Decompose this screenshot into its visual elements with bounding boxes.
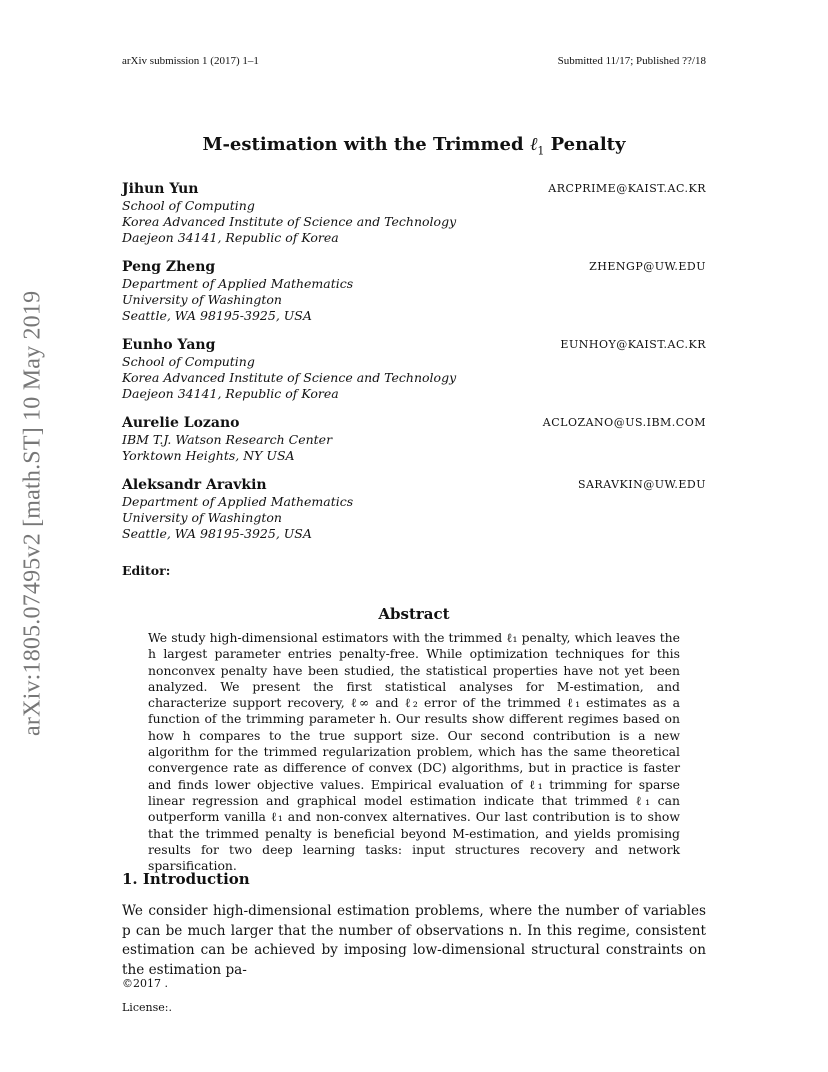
abstract-heading: Abstract	[378, 605, 450, 623]
introduction-body	[122, 902, 706, 980]
license-notice: License:.	[122, 1001, 172, 1014]
author-entry	[122, 476, 706, 542]
author-affiliation-line: Seattle, WA 98195-3925, USA	[122, 526, 312, 541]
running-header-right: Submitted 11/17; Published ??/18	[557, 55, 706, 67]
author-affiliation-line: University of Washington	[122, 292, 282, 307]
section-heading: 1. Introduction	[122, 870, 250, 888]
title-text-before: M-estimation with the Trimmed	[202, 134, 530, 155]
running-header-left: arXiv submission 1 (2017) 1–1	[122, 55, 259, 67]
paper-title	[0, 134, 828, 158]
arxiv-side-stamp: arXiv:1805.07495v2 [math.ST] 10 May 2019	[19, 290, 46, 736]
author-affiliation-line: IBM T.J. Watson Research Center	[122, 432, 333, 447]
author-affiliation-line: Seattle, WA 98195-3925, USA	[122, 308, 312, 323]
author-email: EUNHOY@KAIST.AC.KR	[560, 338, 706, 351]
author-affiliation-line: Yorktown Heights, NY USA	[122, 448, 295, 463]
author-entry	[122, 336, 706, 402]
introduction-paragraph: We consider high-dimensional estimation problems, where the number of variables p can be much larger that the number of observations n. In this regime, consistent estimation can be achieved by imposing low-dimensional structural constraints on the estimation pa-	[122, 903, 706, 978]
author-affiliation-line: Daejeon 34141, Republic of Korea	[122, 386, 339, 401]
author-email: ZHENGP@UW.EDU	[589, 260, 706, 273]
author-name: Eunho Yang	[122, 337, 216, 353]
title-subscript: 1	[537, 144, 545, 158]
author-entry	[122, 258, 706, 324]
title-text-after: Penalty	[544, 134, 626, 155]
author-name: Aleksandr Aravkin	[122, 477, 267, 493]
author-name: Peng Zheng	[122, 259, 216, 275]
title-ell-symbol: ℓ	[529, 134, 538, 155]
author-block	[122, 180, 706, 554]
author-affiliation-line: Korea Advanced Institute of Science and Technology	[122, 370, 457, 385]
author-affiliation-line: School of Computing	[122, 198, 255, 213]
author-name: Aurelie Lozano	[122, 415, 240, 431]
author-affiliation-line: University of Washington	[122, 510, 282, 525]
author-affiliation-line: School of Computing	[122, 354, 255, 369]
author-email: ARCPRIME@KAIST.AC.KR	[548, 182, 706, 195]
editor-label: Editor:	[122, 563, 171, 578]
abstract-paragraph: We study high-dimensional estimators with the trimmed ℓ₁ penalty, which leaves the h largest parameter entries penalty-free. While optimization techniques for this nonconvex penalty have been studied, the statistical properties have not yet been analyzed. We present the first statistical analyses for M-estimation, and characterize support recovery, ℓ∞ and ℓ₂ error of the trimmed ℓ₁ estimates as a function of the trimming parameter h. Our results show different regimes based on how h compares to the true support size. Our second contribution is a new algorithm for the trimmed regularization problem, which has the same theoretical convergence rate as difference of convex (DC) algorithms, but in practice is faster and finds lower objective values. Empirical evaluation of ℓ₁ trimming for sparse linear regression and graphical model estimation indicate that trimmed ℓ₁ can outperform vanilla ℓ₁ and non-convex alternatives. Our last contribution is to show that the trimmed penalty is beneficial beyond M-estimation, and yields promising results for two deep learning tasks: input structures recovery and network sparsification.	[148, 630, 680, 874]
abstract-body	[148, 630, 680, 874]
author-affiliation-line: Daejeon 34141, Republic of Korea	[122, 230, 339, 245]
author-entry	[122, 180, 706, 246]
author-entry	[122, 414, 706, 464]
copyright-notice: ©2017 .	[122, 977, 168, 990]
author-affiliation-line: Department of Applied Mathematics	[122, 494, 354, 509]
author-email: SARAVKIN@UW.EDU	[577, 478, 706, 491]
author-affiliation-line: Korea Advanced Institute of Science and Technology	[122, 214, 457, 229]
author-email: ACLOZANO@US.IBM.COM	[542, 416, 706, 429]
author-affiliation-line: Department of Applied Mathematics	[122, 276, 354, 291]
author-name: Jihun Yun	[122, 181, 199, 197]
